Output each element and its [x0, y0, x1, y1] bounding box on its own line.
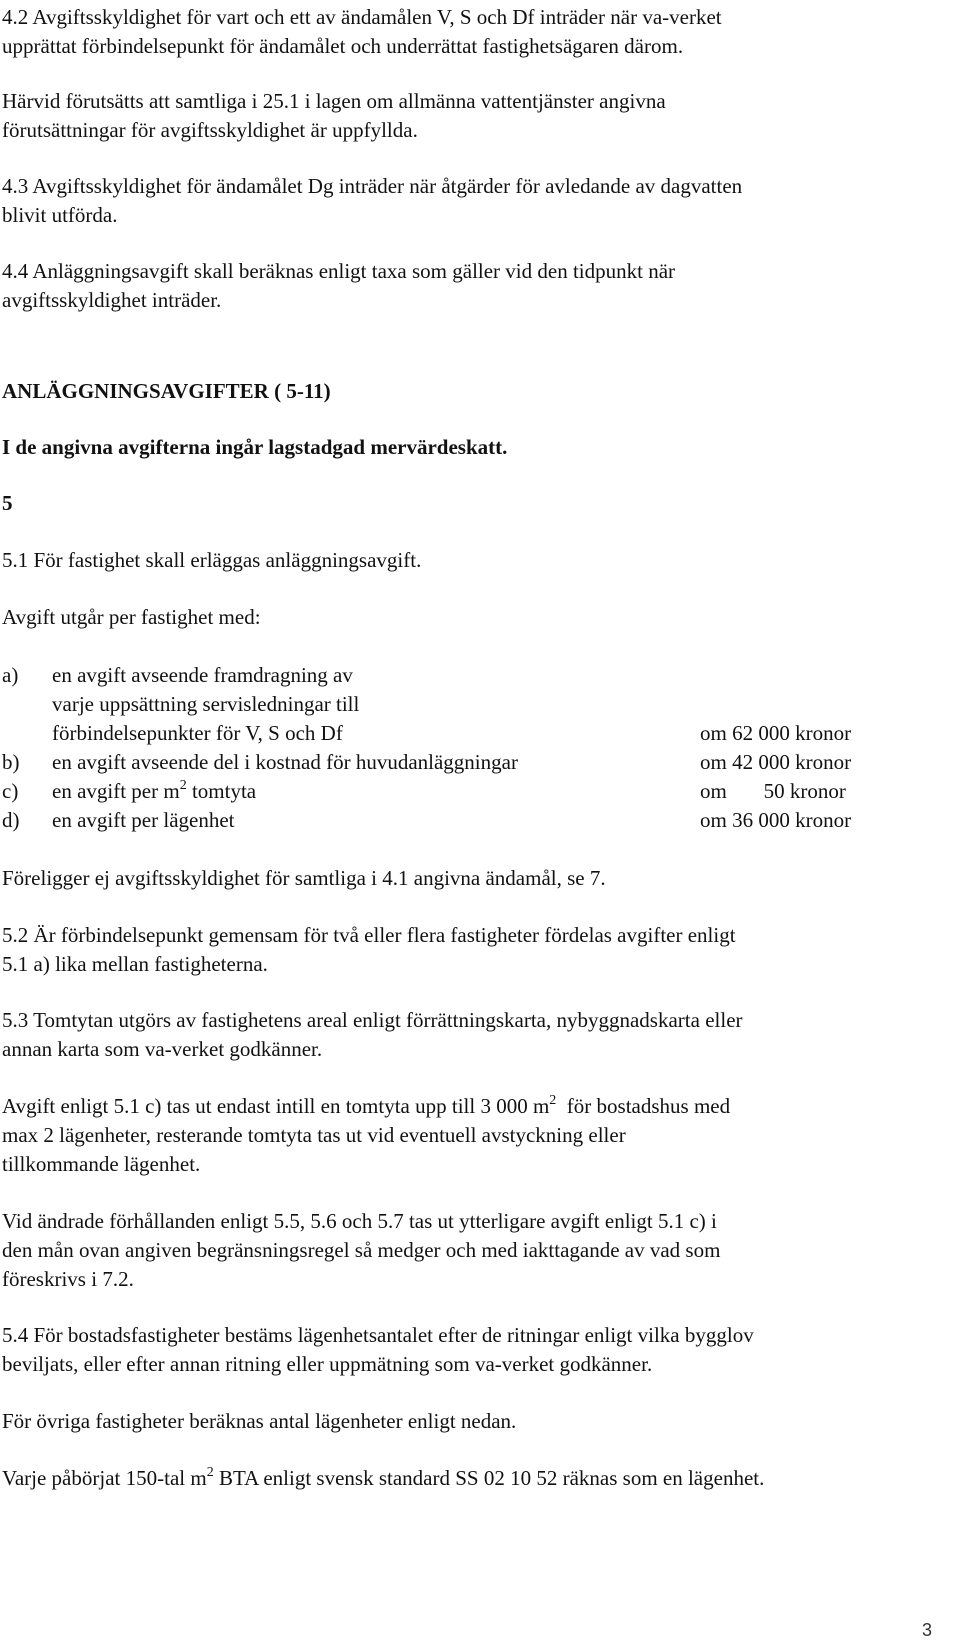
section-heading: ANLÄGGNINGSAVGIFTER ( 5-11) [2, 379, 331, 403]
avgift-limit-superscript: 2 [549, 1093, 557, 1108]
fee-c-text [52, 776, 256, 806]
section-4-2-line-1: 4.2 Avgiftsskyldighet för vart och ett av ändamålen V, S och Df inträder när va-verket [2, 5, 722, 29]
fee-d-amount: om 36 000 kronor [700, 808, 852, 832]
bta-superscript: 2 [206, 1465, 214, 1480]
section-5-3-line-1: 5.3 Tomtytan utgörs av fastighetens areal enligt förrättningskarta, nybyggnadskarta eller [2, 1008, 743, 1032]
fee-a-line-3: förbindelsepunkter för V, S och Df [52, 721, 343, 745]
section-4-2-line-2: upprättat förbindelsepunkt för ändamålet och underrättat fastighetsägaren därom. [2, 34, 684, 58]
fee-b-amount: om 42 000 kronor [700, 750, 852, 774]
section-4-3-line-2: blivit utförda. [2, 203, 118, 227]
section-5-2-line-1: 5.2 Är förbindelsepunkt gemensam för två eller flera fastigheter fördelas avgifter enligt [2, 923, 736, 947]
section-7-note: Föreligger ej avgiftsskyldighet för samtliga i 4.1 angivna ändamål, se 7. [2, 866, 606, 890]
fee-d-label: d) [2, 808, 20, 832]
fee-a-amount: om 62 000 kronor [700, 721, 852, 745]
section-mark-5: 5 [2, 491, 13, 515]
fee-a-line-2: varje uppsättning servisledningar till [52, 692, 360, 716]
vat-note: I de angivna avgifterna ingår lagstadgad mervärdeskatt. [2, 435, 508, 459]
fee-a-label: a) [2, 663, 19, 687]
bta-rule-pre: Varje påbörjat 150-tal m [2, 1466, 207, 1490]
other-properties-note: För övriga fastigheter beräknas antal lägenheter enligt nedan. [2, 1409, 517, 1433]
avgift-limit-line-1-post: för bostadshus med [556, 1094, 731, 1118]
fee-c-text-pre: en avgift per m [52, 779, 180, 803]
fee-c-label: c) [2, 779, 19, 803]
changed-line-3: föreskrivs i 7.2. [2, 1267, 134, 1291]
bta-rule [2, 1463, 764, 1493]
section-4-4-line-2: avgiftsskyldighet inträder. [2, 288, 222, 312]
section-5-4-line-1: 5.4 För bostadsfastigheter bestäms lägenhetsantalet efter de ritningar enligt vilka bygglov [2, 1323, 754, 1347]
section-5-1-intro: Avgift utgår per fastighet med: [2, 605, 261, 629]
section-4-2-line-3: Härvid förutsätts att samtliga i 25.1 i lagen om allmänna vattentjänster angivna [2, 89, 666, 113]
section-5-3-line-2: annan karta som va-verket godkänner. [2, 1037, 323, 1061]
page-number: 3 [921, 1620, 932, 1640]
section-5-4-line-2: beviljats, eller efter annan ritning eller uppmätning som va-verket godkänner. [2, 1352, 653, 1376]
section-4-2-line-4: förutsättningar för avgiftsskyldighet är uppfyllda. [2, 118, 418, 142]
fee-d-text: en avgift per lägenhet [52, 808, 235, 832]
bta-rule-post: BTA enligt svensk standard SS 02 10 52 räknas som en lägenhet. [213, 1466, 765, 1490]
fee-c-amount: om 50 kronor [700, 779, 846, 803]
avgift-limit-line-1 [2, 1091, 730, 1121]
fee-b-text: en avgift avseende del i kostnad för huvudanläggningar [52, 750, 518, 774]
avgift-limit-line-1-pre: Avgift enligt 5.1 c) tas ut endast intill en tomtyta upp till 3 000 m [2, 1094, 550, 1118]
section-4-4-line-1: 4.4 Anläggningsavgift skall beräknas enligt taxa som gäller vid den tidpunkt när [2, 259, 676, 283]
section-4-3-line-1: 4.3 Avgiftsskyldighet för ändamålet Dg inträder när åtgärder för avledande av dagvatten [2, 174, 743, 198]
section-5-1-line-1: 5.1 För fastighet skall erläggas anläggningsavgift. [2, 548, 422, 572]
section-5-2-line-2: 5.1 a) lika mellan fastigheterna. [2, 952, 268, 976]
avgift-limit-line-2: max 2 lägenheter, resterande tomtyta tas ut vid eventuell avstyckning eller [2, 1123, 626, 1147]
changed-line-2: den mån ovan angiven begränsningsregel så medger och med iakttagande av vad som [2, 1238, 721, 1262]
avgift-limit-line-3: tillkommande lägenhet. [2, 1152, 201, 1176]
fee-b-label: b) [2, 750, 20, 774]
fee-a-line-1: en avgift avseende framdragning av [52, 663, 353, 687]
fee-c-superscript: 2 [179, 778, 187, 793]
fee-c-text-post: tomtyta [186, 779, 257, 803]
changed-line-1: Vid ändrade förhållanden enligt 5.5, 5.6 och 5.7 tas ut ytterligare avgift enligt 5.1 c) i [2, 1209, 717, 1233]
